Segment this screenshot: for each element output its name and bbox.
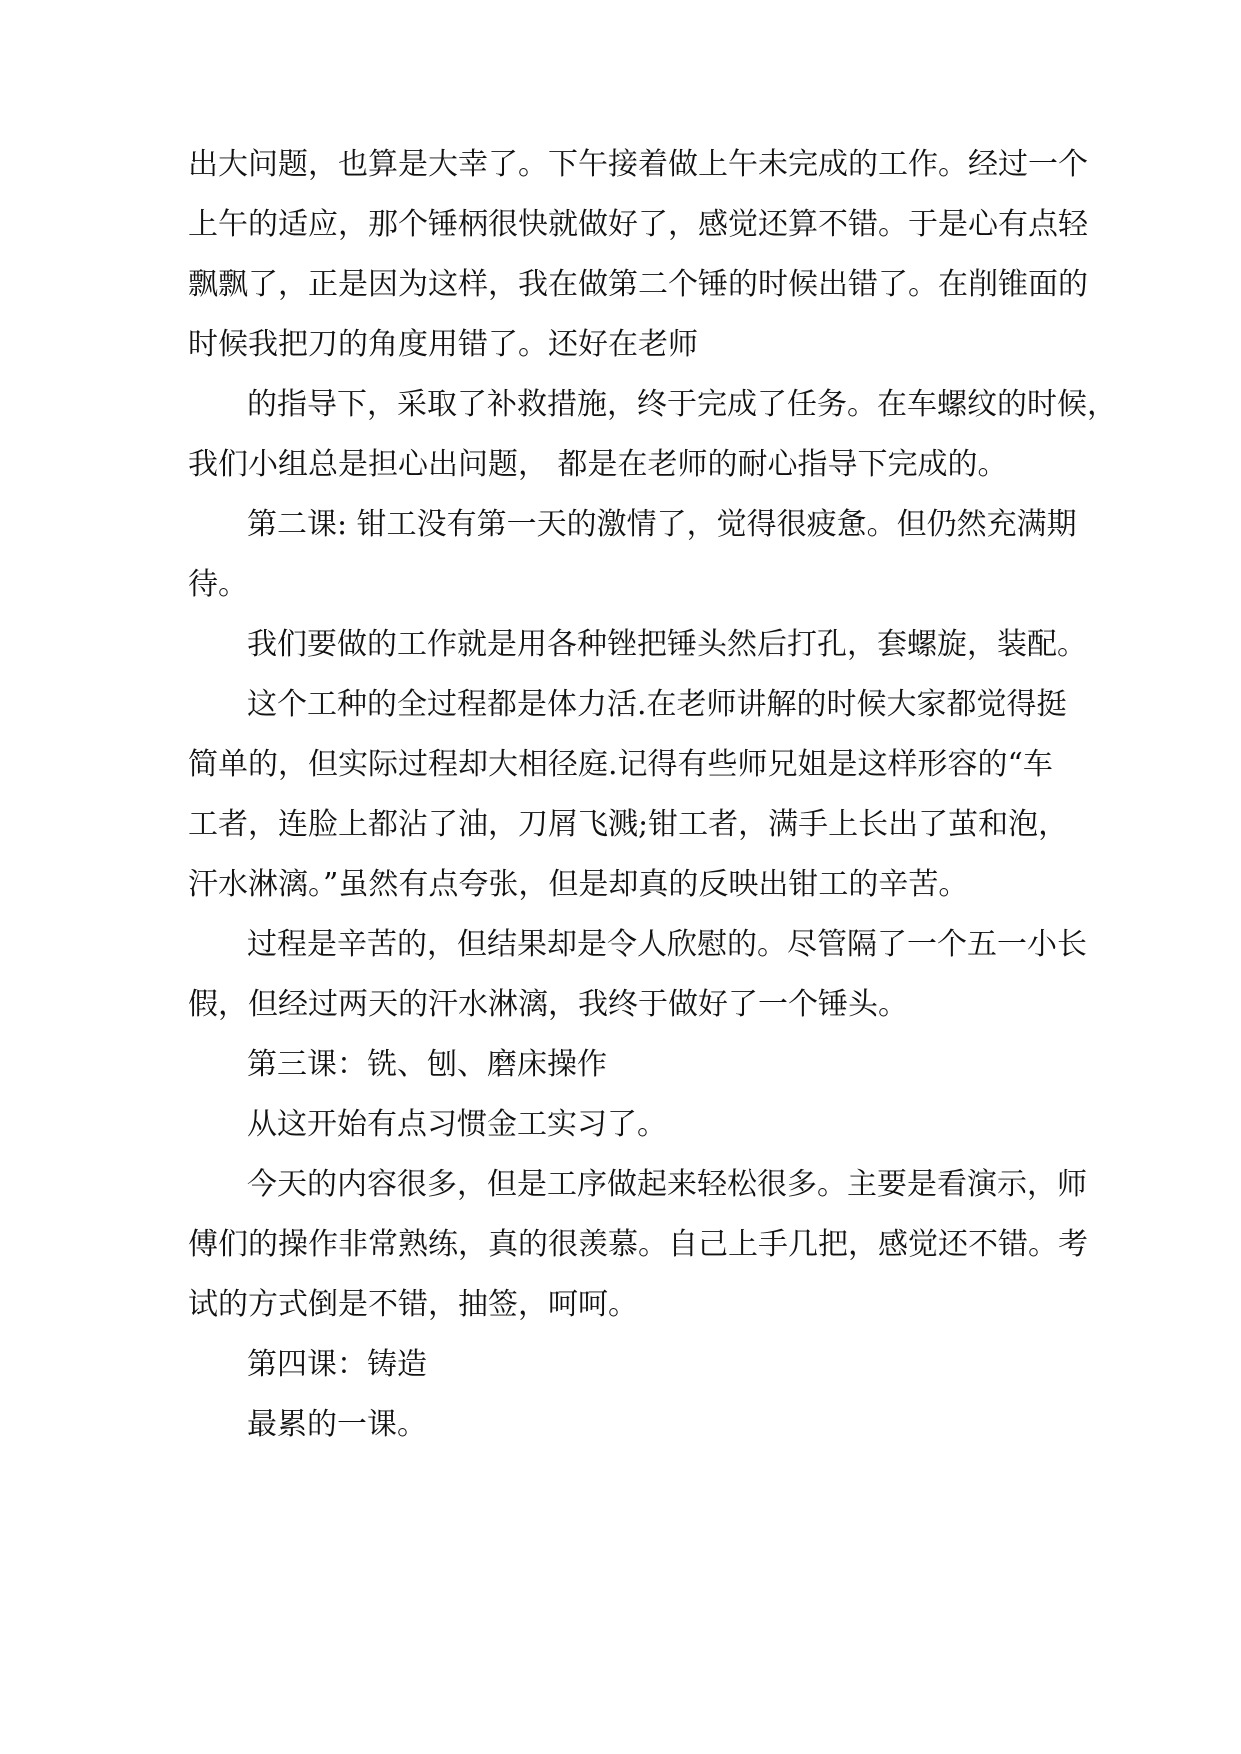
text-line: 傅们的操作非常熟练，真的很羡慕。自己上手几把，感觉还不错。考 <box>188 1227 1088 1262</box>
paragraph-first-line: 的指导下，采取了补救措施，终于完成了任务。在车螺纹的时候， <box>247 387 1117 422</box>
text-line: 假，但经过两天的汗水淋漓，我终于做好了一个锤头。 <box>188 987 908 1022</box>
paragraph-first-line: 从这开始有点习惯金工实习了。 <box>247 1107 667 1142</box>
text-line: 时候我把刀的角度用错了。还好在老师 <box>188 327 698 362</box>
text-line: 试的方式倒是不错，抽签，呵呵。 <box>188 1287 638 1322</box>
paragraph-first-line: 过程是辛苦的，但结果却是令人欣慰的。尽管隔了一个五一小长 <box>247 927 1087 962</box>
section-heading: 第四课：铸造 <box>247 1347 427 1382</box>
text-line: 飘飘了，正是因为这样，我在做第二个锤的时候出错了。在削锥面的 <box>188 267 1088 302</box>
paragraph-first-line: 第二课: 钳工没有第一天的激情了，觉得很疲惫。但仍然充满期 <box>247 507 1077 542</box>
text-line: 待。 <box>188 567 248 602</box>
text-line: 上午的适应，那个锤柄很快就做好了，感觉还算不错。于是心有点轻 <box>188 207 1088 242</box>
text-line: 工者，连脸上都沾了油，刀屑飞溅;钳工者，满手上长出了茧和泡， <box>188 807 1069 842</box>
paragraph-first-line: 最累的一课。 <box>247 1407 427 1442</box>
paragraph-first-line: 这个工种的全过程都是体力活.在老师讲解的时候大家都觉得挺 <box>247 687 1067 722</box>
text-line: 出大问题，也算是大幸了。下午接着做上午未完成的工作。经过一个 <box>188 147 1088 182</box>
paragraph-first-line: 今天的内容很多，但是工序做起来轻松很多。主要是看演示，师 <box>247 1167 1087 1202</box>
section-heading: 第三课：铣、刨、磨床操作 <box>247 1047 607 1082</box>
text-line: 汗水淋漓。”虽然有点夸张，但是却真的反映出钳工的辛苦。 <box>188 867 969 902</box>
text-line: 我们小组总是担心出问题， 都是在老师的耐心指导下完成的。 <box>188 447 1008 482</box>
paragraph-first-line: 我们要做的工作就是用各种锉把锤头然后打孔，套螺旋，装配。 <box>247 627 1087 662</box>
text-line: 简单的，但实际过程却大相径庭.记得有些师兄姐是这样形容的“车 <box>188 747 1053 782</box>
